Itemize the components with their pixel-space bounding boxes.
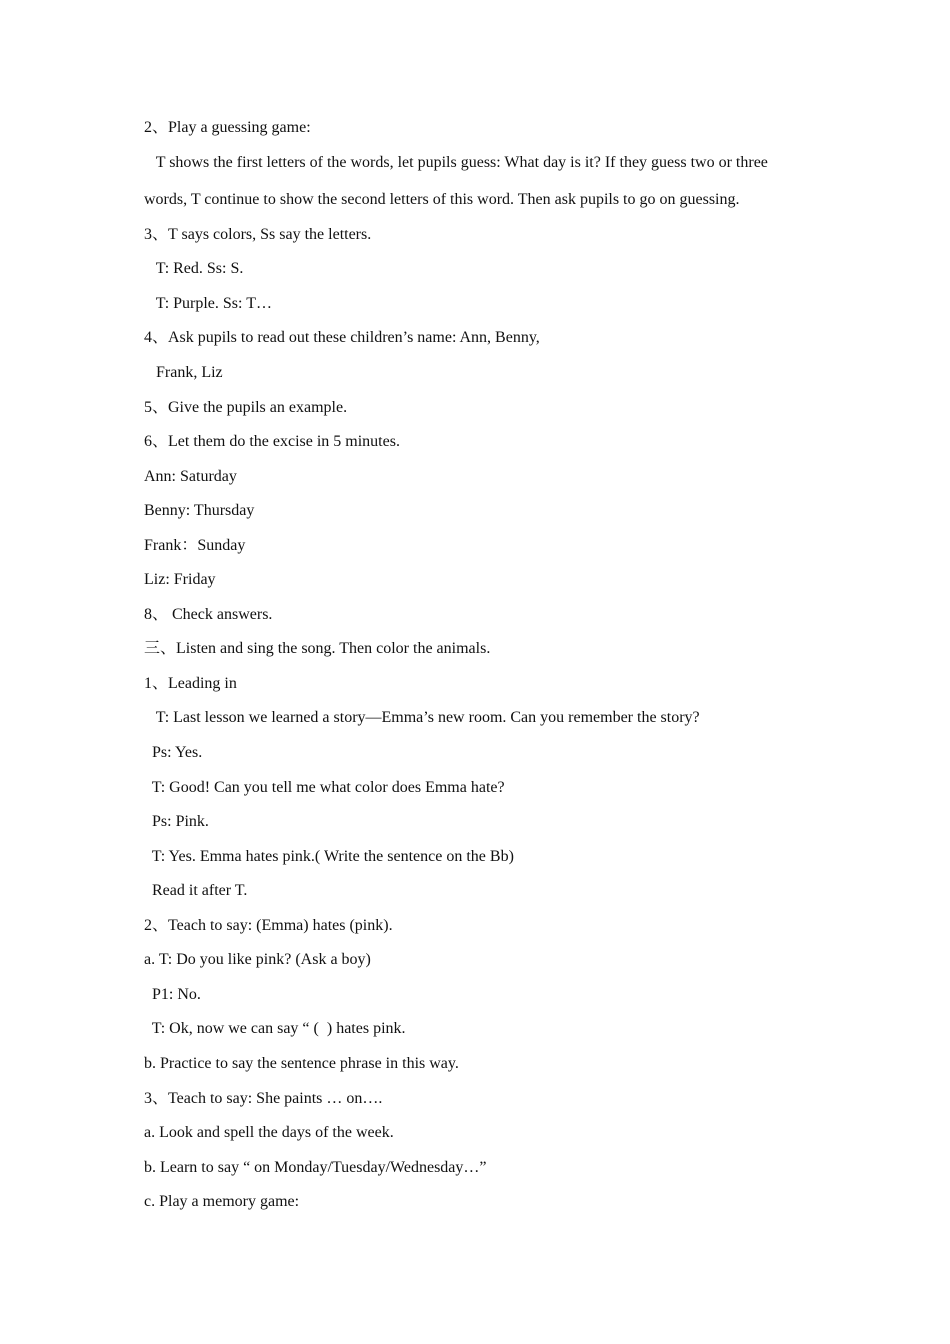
line-step-2: 2、Play a guessing game: [144, 119, 311, 136]
line-step-4: 4、Ask pupils to read out these children’s name: Ann, Benny, [144, 329, 540, 346]
line-benny: Benny: Thursday [144, 502, 255, 519]
line-ann: Ann: Saturday [144, 468, 237, 485]
line-dialog-4: Ps: Pink. [144, 813, 209, 830]
line-teach-paints-c: c. Play a memory game: [144, 1193, 300, 1210]
line-section-3: 三、Listen and sing the song. Then color the animals. [144, 640, 491, 657]
line-teach-paints-b: b. Learn to say “ on Monday/Tuesday/Wednesday…” [144, 1159, 487, 1176]
line-teach-paints: 3、Teach to say: She paints … on…. [144, 1090, 383, 1107]
line-step-2-body-2: words, T continue to show the second letters of this word. Then ask pupils to go on guessing. [144, 191, 740, 208]
line-step-5: 5、Give the pupils an example. [144, 399, 348, 416]
line-step-2-body-1: T shows the first letters of the words, let pupils guess: What day is it? If they guess two or three [144, 154, 768, 171]
line-leading-in: 1、Leading in [144, 675, 237, 692]
line-step-4-names: Frank, Liz [144, 364, 223, 381]
line-step-3-red: T: Red. Ss: S. [144, 260, 244, 277]
line-step-6: 6、Let them do the excise in 5 minutes. [144, 433, 400, 450]
line-dialog-6: Read it after T. [144, 882, 248, 899]
line-dialog-2: Ps: Yes. [144, 744, 203, 761]
line-step-3-purple: T: Purple. Ss: T… [144, 295, 272, 312]
line-step-8: 8、 Check answers. [144, 606, 273, 623]
line-teach-hates-a: a. T: Do you like pink? (Ask a boy) [144, 951, 371, 968]
line-teach-hates-t: T: Ok, now we can say “ ( ) hates pink. [144, 1020, 406, 1037]
line-dialog-5: T: Yes. Emma hates pink.( Write the sentence on the Bb) [144, 848, 514, 865]
line-teach-hates: 2、Teach to say: (Emma) hates (pink). [144, 917, 393, 934]
line-dialog-1: T: Last lesson we learned a story—Emma’s new room. Can you remember the story? [144, 709, 700, 726]
line-teach-paints-a: a. Look and spell the days of the week. [144, 1124, 394, 1141]
line-teach-hates-b: b. Practice to say the sentence phrase in this way. [144, 1055, 459, 1072]
line-teach-hates-p1: P1: No. [144, 986, 201, 1003]
line-dialog-3: T: Good! Can you tell me what color does Emma hate? [144, 779, 505, 796]
line-liz: Liz: Friday [144, 571, 216, 588]
line-step-3: 3、T says colors, Ss say the letters. [144, 226, 372, 243]
line-frank: Frank：Sunday [144, 537, 246, 554]
